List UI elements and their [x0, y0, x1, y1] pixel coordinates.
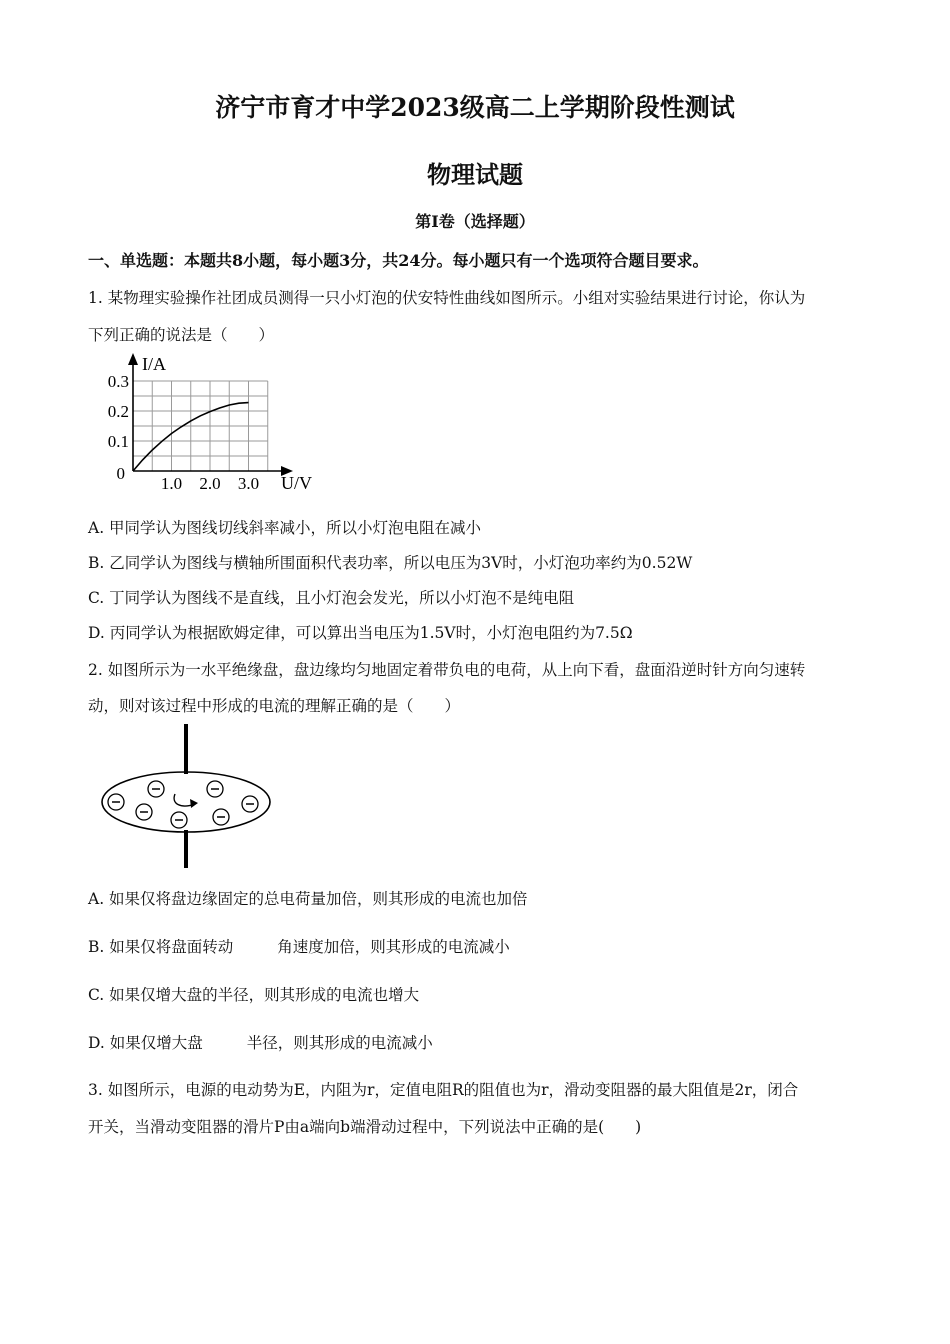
- q2-option-a: A. 如果仅将盘边缘固定的总电荷量加倍，则其形成的电流也加倍: [88, 890, 528, 908]
- q2-option-d-part1: D. 如果仅增大盘: [88, 1034, 203, 1052]
- q1-stem-line1: 1. 某物理实验操作社团成员测得一只小灯泡的伏安特性曲线如图所示。小组对实验结果进行讨论，你认为: [88, 289, 806, 307]
- q1-option-d: D. 丙同学认为根据欧姆定律，可以算出当电压为1.5V时，小灯泡电阻约为7.5Ω: [88, 624, 633, 642]
- q2-option-c: C. 如果仅增大盘的半径，则其形成的电流也增大: [88, 986, 420, 1004]
- subject-title: 物理试题: [427, 160, 523, 189]
- q2-stem-line2: 动，则对该过程中形成的电流的理解正确的是（ ）: [88, 697, 461, 715]
- q2-option-d-part2: 半径，则其形成的电流减小: [246, 1034, 433, 1052]
- q2-option-b-part1: B. 如果仅将盘面转动: [88, 938, 234, 956]
- x-tick-label-1: 1.0: [160, 474, 183, 493]
- x-axis-label: U/V: [281, 473, 312, 493]
- x-tick-label-3: 3.0: [237, 474, 260, 493]
- q2-option-b-part2: 角速度加倍，则其形成的电流减小: [277, 938, 510, 956]
- q2-stem-line1: 2. 如图所示为一水平绝缘盘，盘边缘均匀地固定着带负电的电荷，从上向下看，盘面沿逆时针方向匀速转: [88, 661, 806, 679]
- y-axis-arrow: [128, 353, 138, 365]
- y-tick-label-1: 0.1: [107, 432, 129, 451]
- y-tick-label-2: 0.2: [107, 402, 129, 421]
- q3-stem-line1: 3. 如图所示，电源的电动势为E，内阻为r，定值电阻R的阻值也为r，滑动变阻器的最大阻值是2r，闭合: [88, 1081, 799, 1099]
- q1-stem-line2: 下列正确的说法是（ ）: [88, 326, 275, 344]
- part-title: 第I卷（选择题）: [415, 212, 535, 231]
- q1-option-a: A. 甲同学认为图线切线斜率减小，所以小灯泡电阻在减小: [88, 519, 482, 537]
- x-tick-label-2: 2.0: [199, 474, 221, 493]
- chart-grid: [133, 381, 268, 471]
- section-heading: 一、单选题：本题共8小题，每小题3分，共24分。每小题只有一个选项符合题目要求。: [88, 251, 709, 270]
- origin-label: 0: [116, 464, 125, 483]
- q2-option-d: [88, 1031, 433, 1053]
- page-title: 济宁市育才中学2023级高二上学期阶段性测试: [215, 93, 735, 122]
- iv-chart: [95, 350, 335, 500]
- q1-option-c: C. 丁同学认为图线不是直线，且小灯泡会发光，所以小灯泡不是纯电阻: [88, 589, 575, 607]
- disc-figure: [95, 722, 295, 872]
- y-tick-label-3: 0.3: [107, 372, 129, 391]
- q2-option-b: [88, 935, 510, 957]
- q1-option-b: B. 乙同学认为图线与横轴所围面积代表功率，所以电压为3V时，小灯泡功率约为0.52W: [88, 554, 693, 572]
- y-axis-label: I/A: [142, 354, 166, 374]
- q3-stem-line2: 开关，当滑动变阻器的滑片P由a端向b端滑动过程中，下列说法中正确的是( ): [88, 1118, 642, 1136]
